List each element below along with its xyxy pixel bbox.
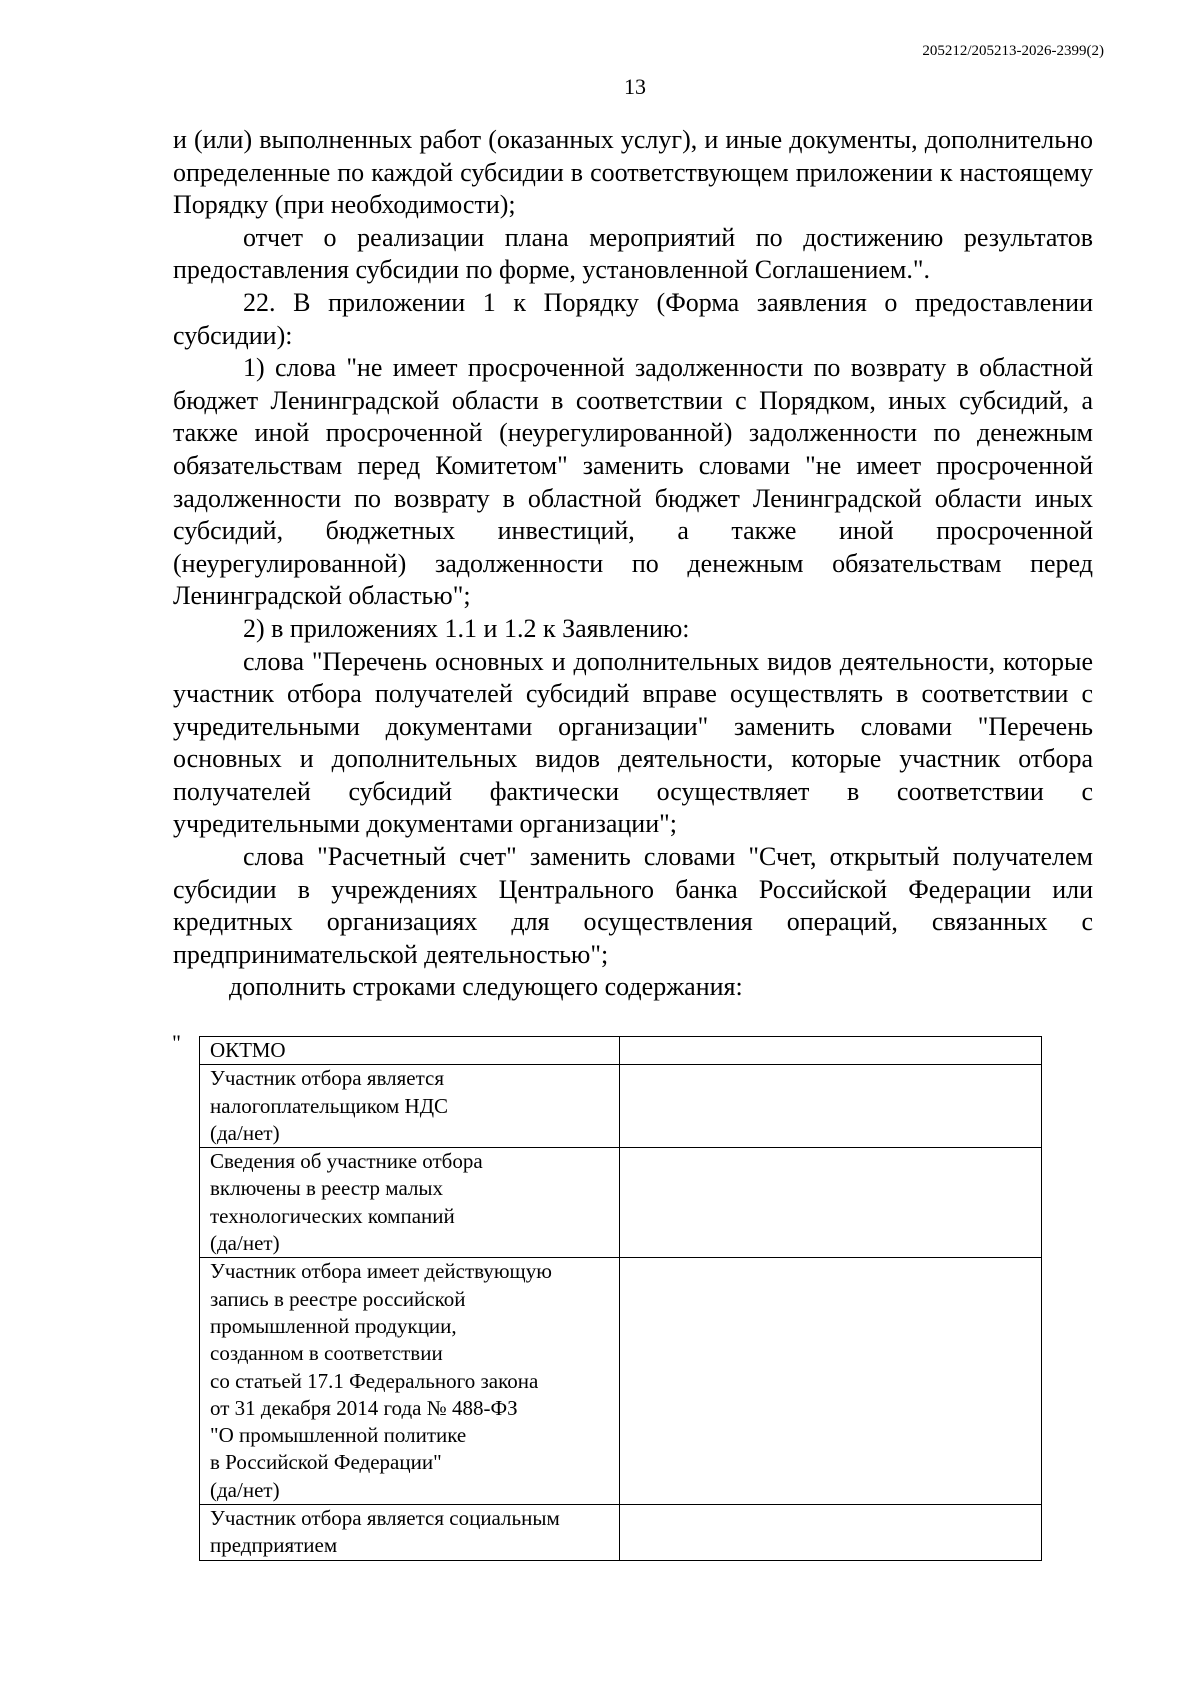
page-number: 13 (624, 74, 646, 99)
paragraph-activities-replacement: слова "Перечень основных и дополнительных видов деятельности, которые участник отбора получателей субсидий вправе осуществлять в соответствии с учредительными документами организации" заменить словами "Перечень основных и дополнительных видов деятельности, которые участник отбора получателей субсидий фактически осуществляет в соответствии с учредительными документами организации"; (173, 646, 1093, 839)
table-row (200, 1505, 1042, 1561)
paragraph-subitem-2: 2) в приложениях 1.1 и 1.2 к Заявлению: (243, 613, 690, 643)
paragraph-report: отчет о реализации плана мероприятий по достижению результатов предоставления субсидии по форме, установленной Соглашением.". (173, 222, 1093, 285)
table-cell-label: Участник отбора является налогоплательщиком НДС (да/нет) (200, 1065, 620, 1148)
table-cell-value (620, 1258, 1042, 1505)
document-id: 205212/205213-2026-2399(2) (922, 43, 1104, 59)
table-row (200, 1037, 1042, 1065)
table-cell-label: ОКТМО (200, 1037, 620, 1065)
table-cell-label: Участник отбора имеет действующую запись в реестре российской промышленной продукции, созданном в соответствии со статьей 17.1 Федерального закона от 31 декабря 2014 года № 488-ФЗ "О промышленной политике в Российской Федерации" (да/нет) (200, 1258, 620, 1505)
paragraph-documents-continued: и (или) выполненных работ (оказанных услуг), и иные документы, дополнительно определенные по каждой субсидии в соответствующем приложении к настоящему Порядку (при необходимости); (173, 125, 1093, 220)
paragraph-add-rows: дополнить строками следующего содержания: (229, 972, 743, 1002)
table-cell-value (620, 1037, 1042, 1065)
table-cell-label: Участник отбора является социальным предприятием (200, 1505, 620, 1561)
paragraph-item-22: 22. В приложении 1 к Порядку (Форма заявления о предоставлении субсидии): (173, 287, 1093, 350)
table-cell-value (620, 1148, 1042, 1258)
table-cell-label: Сведения об участнике отбора включены в реестр малых технологических компаний (да/нет) (200, 1148, 620, 1258)
table-row (200, 1258, 1042, 1505)
opening-quote: " (172, 1030, 181, 1055)
table-cell-value (620, 1065, 1042, 1148)
paragraph-subitem-1: 1) слова "не имеет просроченной задолженности по возврату в областной бюджет Ленинградской области в соответствии с Порядком, иных субсидий, а также иной просроченной (неурегулированной) задолженности по денежным обязательствам перед Комитетом" заменить словами "не имеет просроченной задолженности по возврату в областной бюджет Ленинградской области иных субсидий, бюджетных инвестиций, а также иной просроченной (неурегулированной) задолженности по денежным обязательствам перед Ленинградской областью"; (173, 353, 1093, 611)
paragraph-account-replacement: слова "Расчетный счет" заменить словами "Счет, открытый получателем субсидии в учреждениях Центрального банка Российской Федерации или кредитных организациях для осуществления операций, связанных с предпринимательской деятельностью"; (173, 842, 1093, 969)
table-row (200, 1065, 1042, 1148)
document-body (173, 124, 1093, 1004)
form-table (199, 1036, 1042, 1561)
table-cell-value (620, 1505, 1042, 1561)
table-row (200, 1148, 1042, 1258)
